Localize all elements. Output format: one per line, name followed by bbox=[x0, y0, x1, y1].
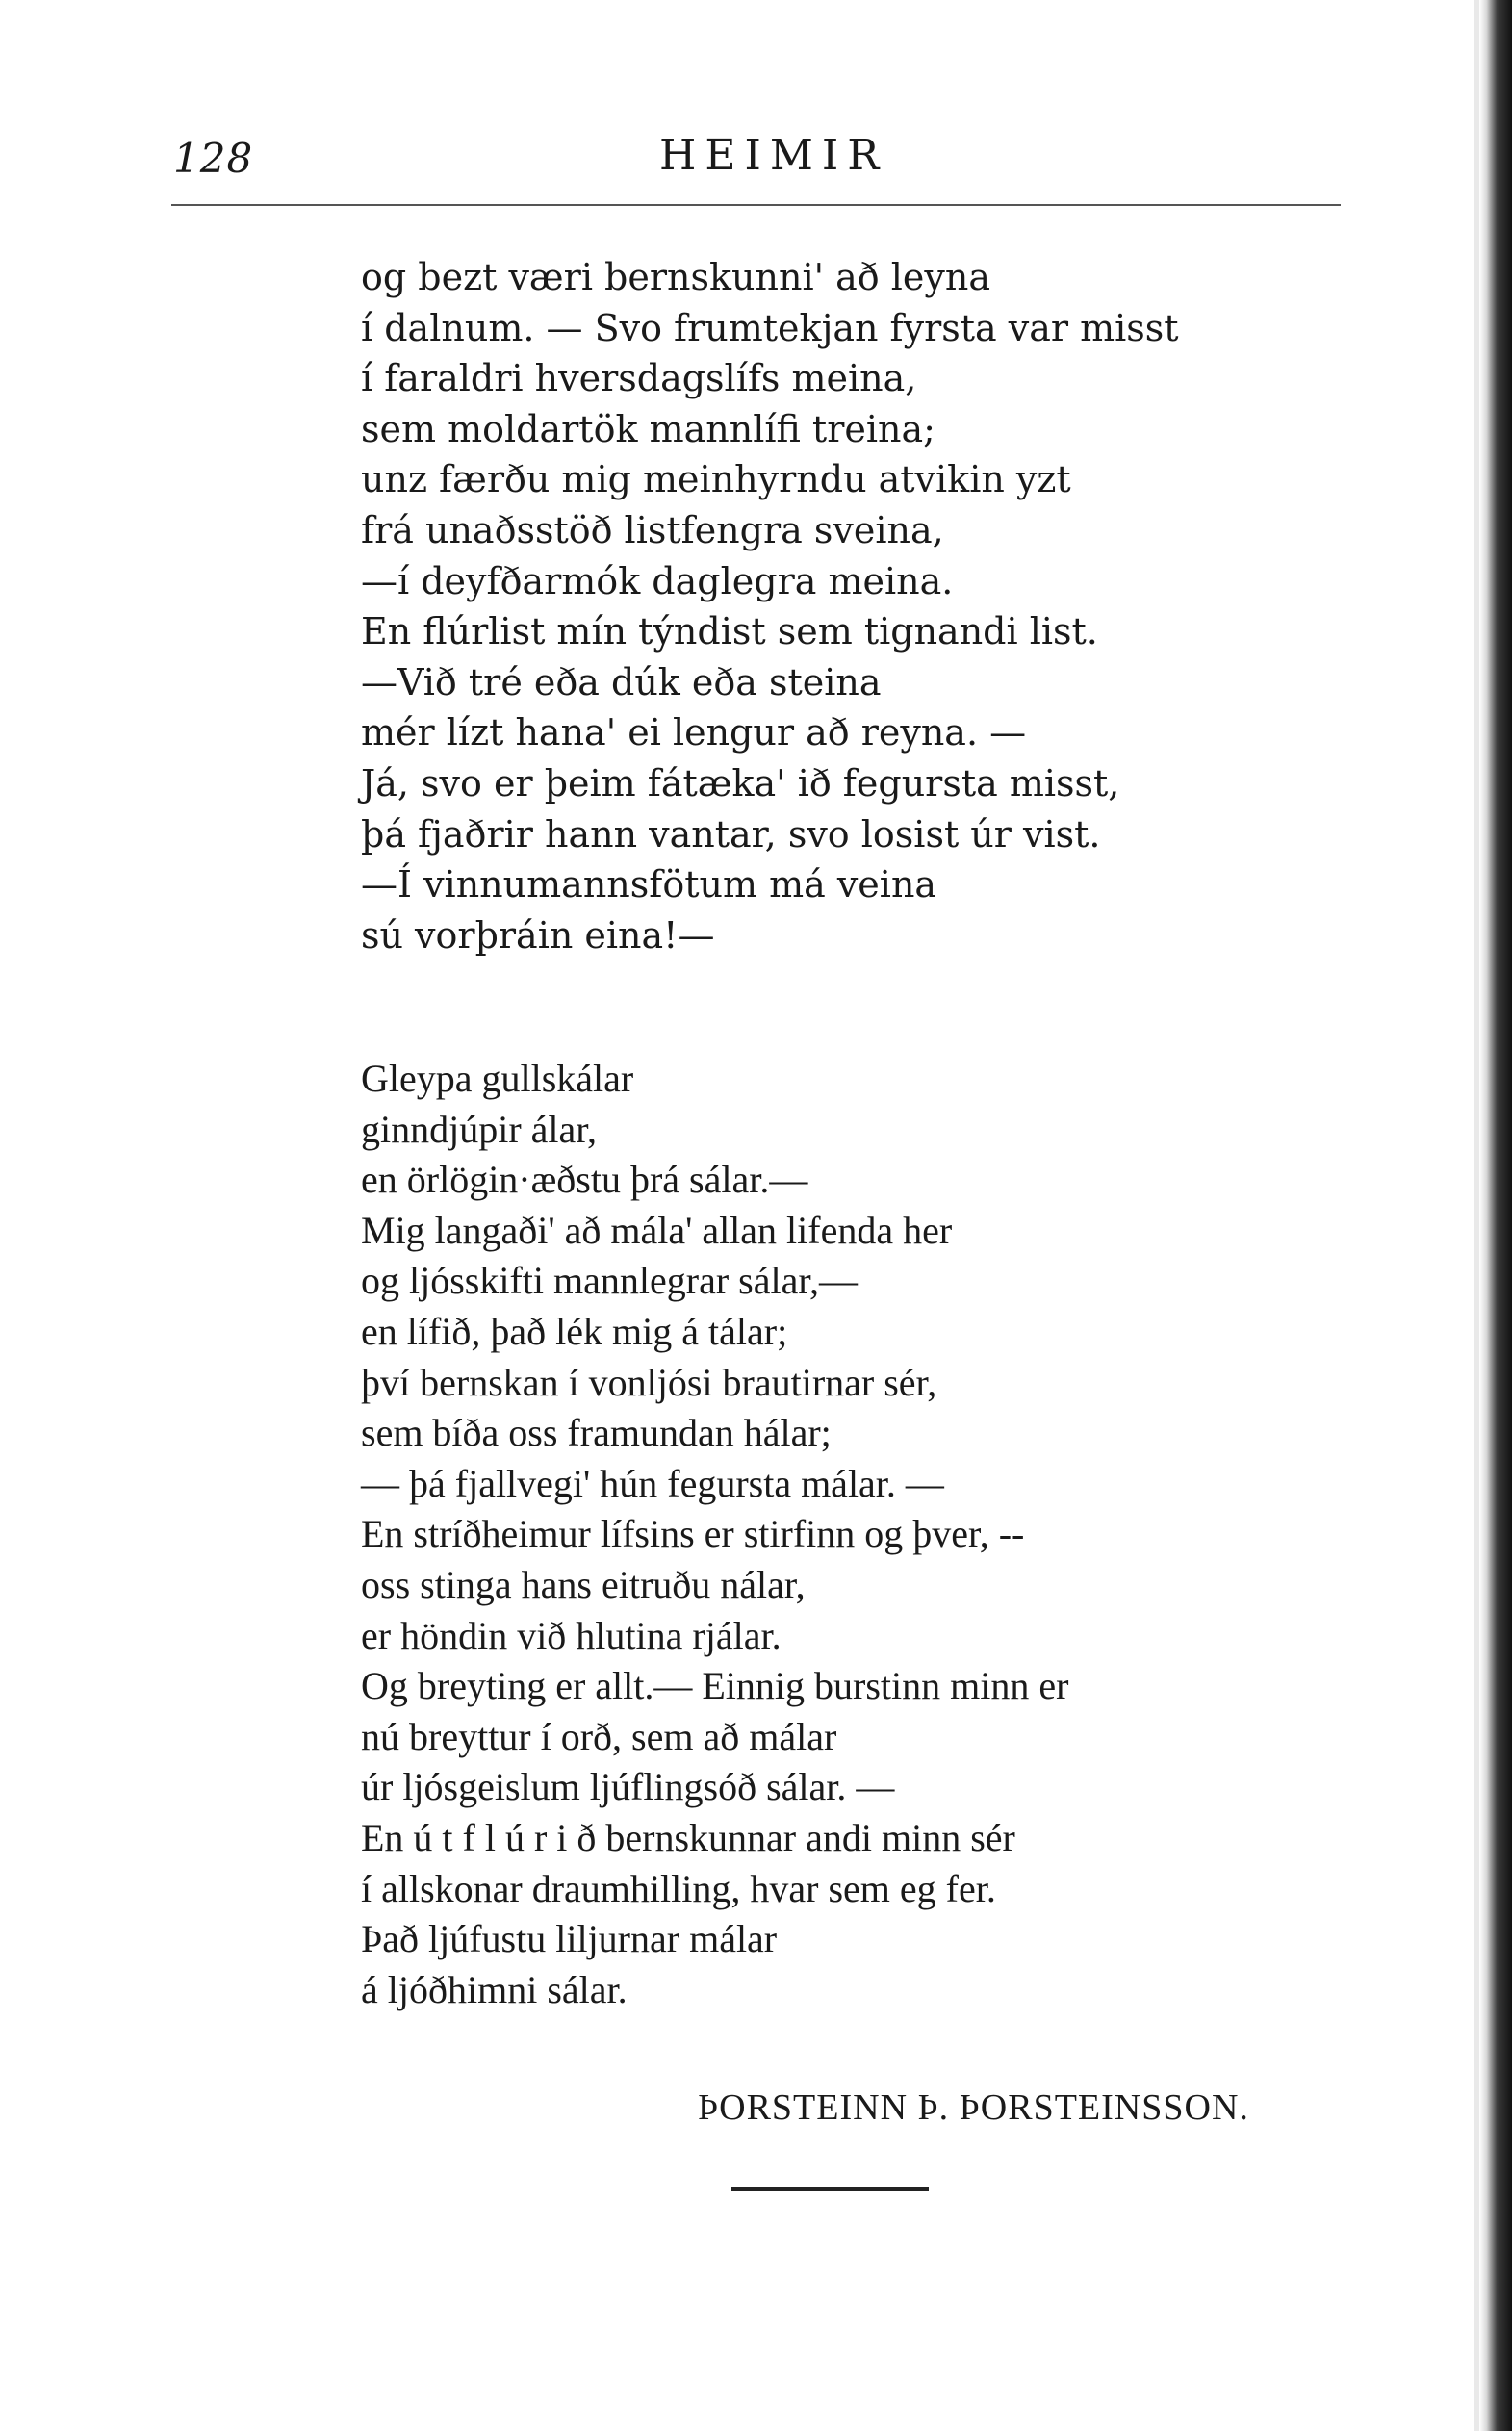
poem-line: sem moldartök mannlífi treina; bbox=[361, 407, 935, 450]
poem-line: í dalnum. — Svo frumtekjan fyrsta var misst bbox=[361, 306, 1179, 349]
poem-line: Mig langaði' að mála' allan lifenda her bbox=[361, 1208, 953, 1252]
poem-line: og bezt væri bernskunni' að leyna bbox=[361, 256, 990, 298]
poem-line: frá unaðsstöð listfengra sveina, bbox=[361, 508, 944, 551]
poem-line: mér lízt hana' ei lengur að reyna. — bbox=[361, 711, 1027, 755]
end-rule bbox=[731, 2187, 929, 2191]
author-signature: ÞORSTEINN Þ. ÞORSTEINSSON. bbox=[698, 2087, 1249, 2128]
poem-line: er höndin við hlutina rjálar. bbox=[361, 1613, 782, 1657]
poem-line: Já, svo er þeim fátæka' ið fegursta misst, bbox=[361, 761, 1120, 805]
page-number: 128 bbox=[173, 135, 254, 182]
poem-line: nú breyttur í orð, sem að málar bbox=[361, 1714, 837, 1758]
poem-line: í allskonar draumhilling, hvar sem eg fer. bbox=[361, 1866, 996, 1910]
poem-line: oss stinga hans eitruðu nálar, bbox=[361, 1562, 806, 1606]
poem-line: Og breyting er allt.— Einnig burstinn minn er bbox=[361, 1664, 1069, 1708]
poem-line: Það ljúfustu liljurnar málar bbox=[361, 1917, 778, 1961]
poem-line: Gleypa gullskálar bbox=[361, 1057, 634, 1100]
poem-line: því bernskan í vonljósi brautirnar sér, bbox=[361, 1360, 937, 1404]
poem-line: —í deyfðarmók daglegra meina. bbox=[361, 559, 954, 602]
poem-line: sú vorþráin eina!— bbox=[361, 913, 715, 957]
poem-stanza-2 bbox=[361, 1054, 1285, 2015]
poem-line: í faraldri hversdagslífs meina, bbox=[361, 357, 917, 400]
poem-line: —Í vinnumannsfötum má veina bbox=[361, 863, 937, 907]
poem-line: á ljóðhimni sálar. bbox=[361, 1967, 628, 2011]
poem-line: þá fjaðrir hann vantar, svo losist úr vist. bbox=[361, 812, 1101, 856]
poem-line: en lífið, það lék mig á tálar; bbox=[361, 1309, 788, 1353]
poem-line: En flúrlist mín týndist sem tignandi list. bbox=[361, 610, 1098, 653]
page-header bbox=[173, 131, 1338, 189]
poem-line: unz færðu mig meinhyrndu atvikin yzt bbox=[361, 458, 1071, 501]
poem-line: —Við tré eða dúk eða steina bbox=[361, 660, 882, 704]
poem-line: úr ljósgeislum ljúflingsóð sálar. — bbox=[361, 1765, 895, 1809]
poem-line: En ú t f l ú r i ð bernskunnar andi minn sér bbox=[361, 1815, 1015, 1859]
running-title: HEIMIR bbox=[659, 131, 888, 180]
header-rule bbox=[171, 204, 1341, 206]
poem-stanza-1 bbox=[361, 252, 1285, 960]
poem-line: en örlögin·æðstu þrá sálar.— bbox=[361, 1158, 808, 1202]
poem-line: og ljósskifti mannlegrar sálar,— bbox=[361, 1259, 859, 1303]
poem-line: sem bíða oss framundan hálar; bbox=[361, 1411, 832, 1455]
scan-book-edge bbox=[1479, 0, 1512, 2431]
poem-line: — þá fjallvegi' hún fegursta málar. — bbox=[361, 1461, 944, 1505]
poem-line: En stríðheimur lífsins er stirfinn og þver, -- bbox=[361, 1512, 1025, 1556]
poem-line: ginndjúpir álar, bbox=[361, 1107, 597, 1151]
